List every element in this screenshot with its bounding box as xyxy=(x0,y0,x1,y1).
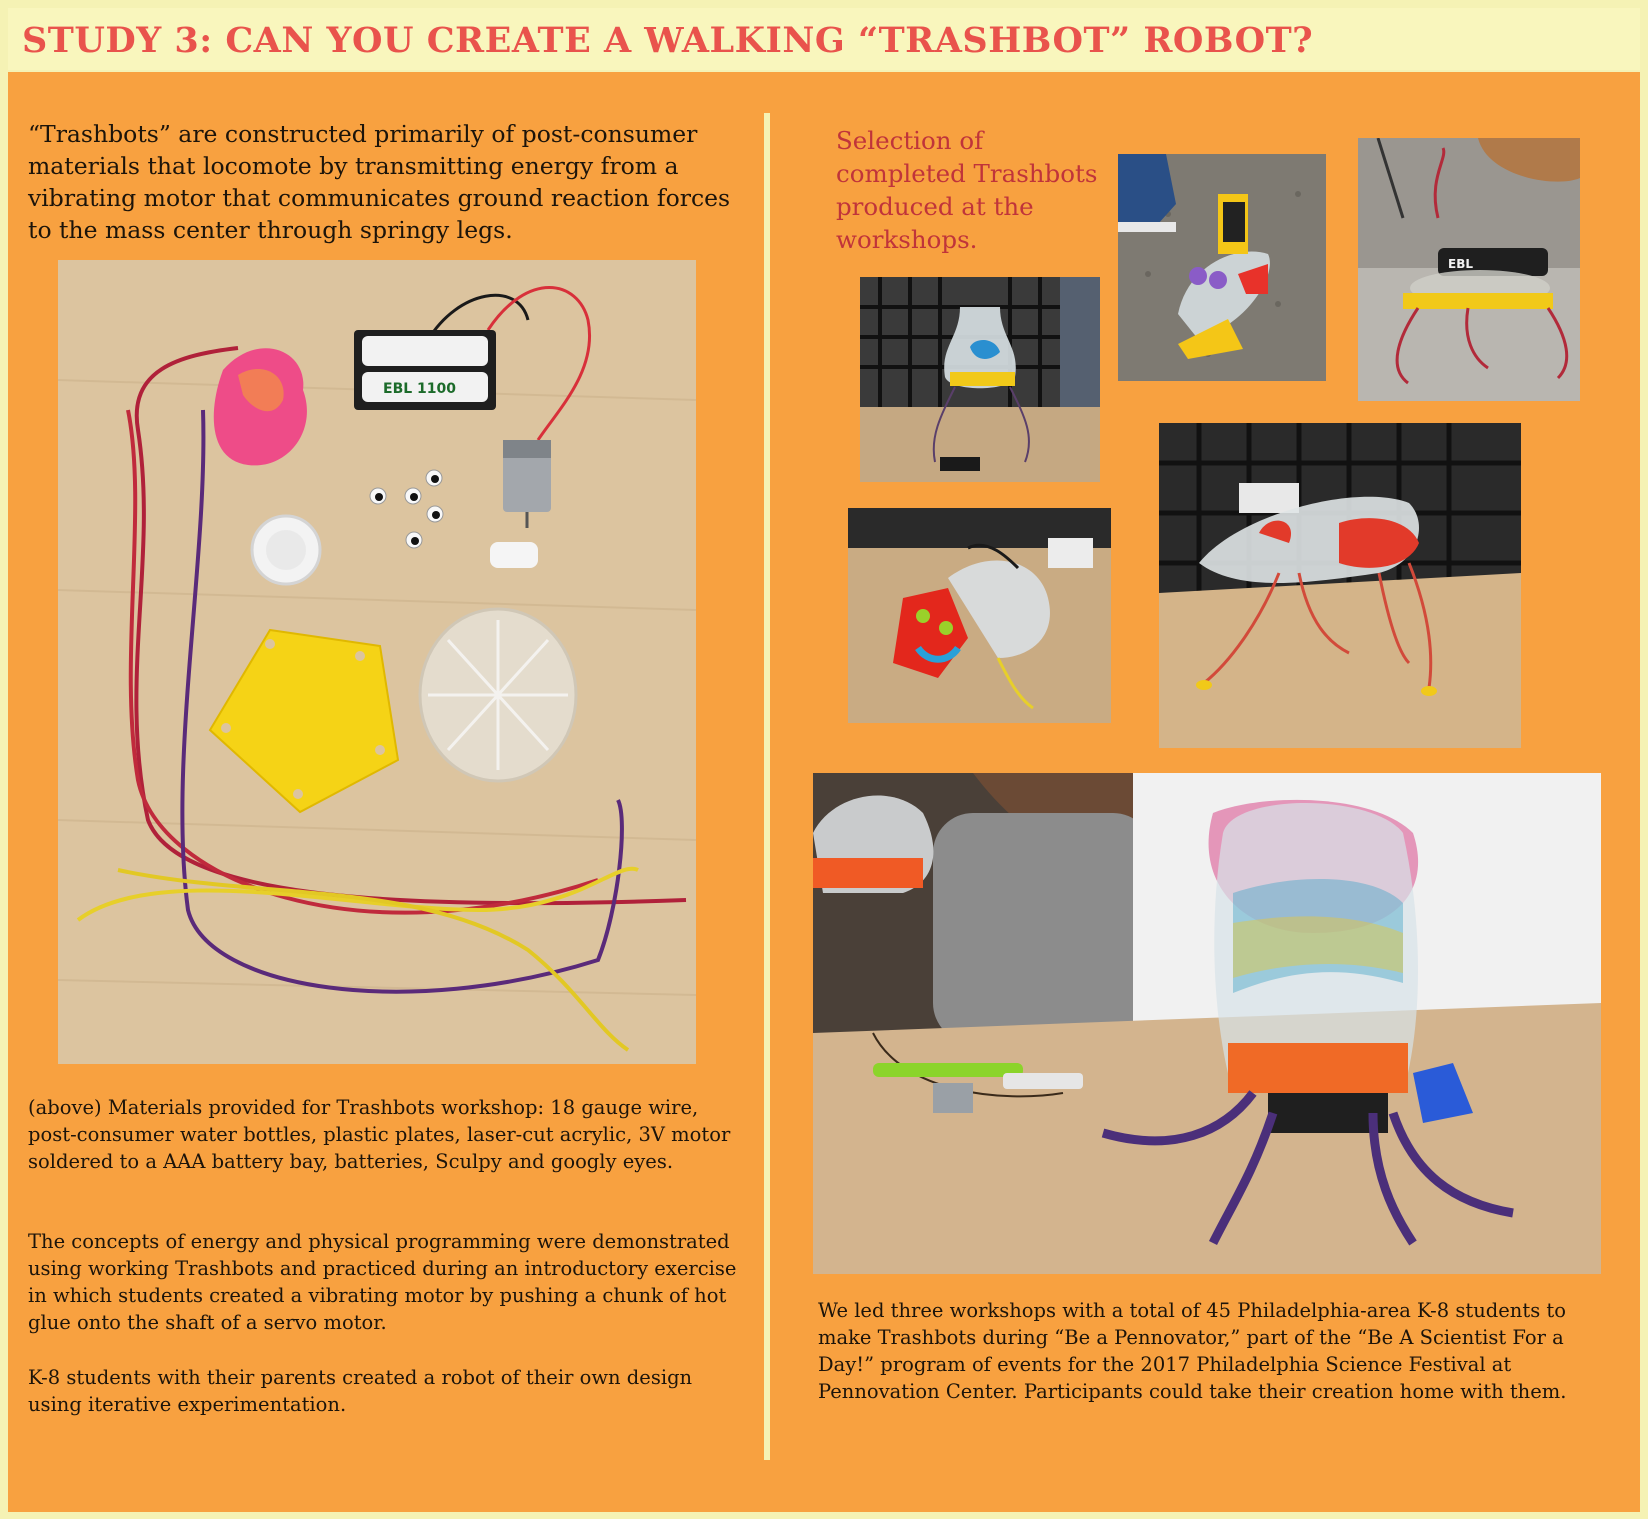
column-divider xyxy=(764,113,770,1460)
right-battery-label: EBL xyxy=(1448,257,1473,271)
trashbot-photo-4 xyxy=(1159,423,1521,748)
trashbot-photo-large xyxy=(813,773,1601,1274)
families-paragraph: K-8 students with their parents created a robot of their own design using iterative experimentation. xyxy=(28,1366,693,1416)
trashbot-photo-1 xyxy=(1118,154,1326,381)
title-bar xyxy=(8,8,1640,70)
trashbot-photo-2 xyxy=(1358,138,1580,401)
concepts-paragraph: The concepts of energy and physical programming were demonstrated using working Trashbots and practiced during an introductory exercise in which students created a vibrating motor by pushing a chunk of hot glue onto the shaft of a servo motor. xyxy=(28,1230,737,1334)
trashbot-photo-5 xyxy=(848,508,1111,723)
intro-paragraph: “Trashbots” are constructed primarily of post-consumer materials that locomote by transmitting energy from a vibrating motor that communicates ground reaction forces to the mass center through springy legs. xyxy=(28,120,731,244)
trashbot-photo-3 xyxy=(860,277,1100,482)
materials-caption: (above) Materials provided for Trashbots workshop: 18 gauge wire, post-consumer water bottles, plastic plates, laser-cut acrylic, 3V motor soldered to a AAA battery bay, batteries, Sculpy and googly eyes. xyxy=(28,1096,731,1173)
selection-caption: Selection of completed Trashbots produced at the workshops. xyxy=(836,126,1098,254)
page-title: STUDY 3: CAN YOU CREATE A WALKING “TRASHBOT” ROBOT? xyxy=(22,20,1314,61)
materials-battery-label: EBL 1100 xyxy=(383,381,456,397)
workshops-paragraph: We led three workshops with a total of 45 Philadelphia-area K-8 students to make Trashbots during “Be a Pennovator,” part of the “Be A Scientist For a Day!” program of events for the 2017 Philadelphia Science Festival at Pennovation Center. Participants could take their creation home with them. xyxy=(818,1299,1567,1403)
materials-photo xyxy=(58,260,696,1064)
